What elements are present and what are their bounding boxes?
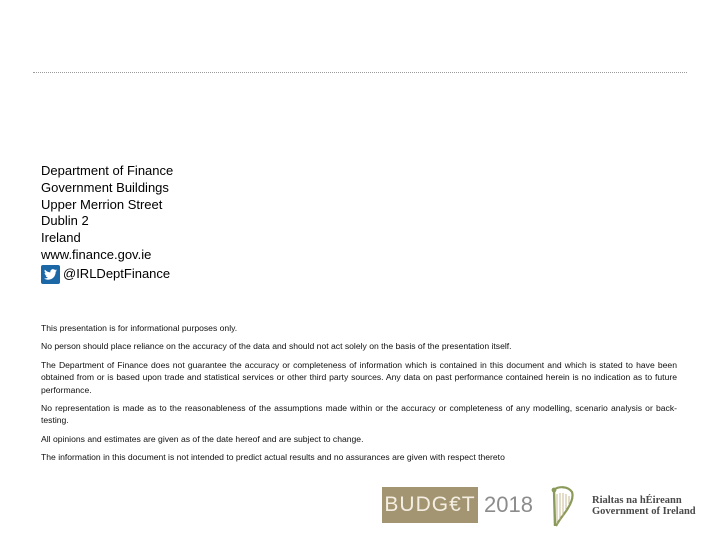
disclaimer-paragraph: No person should place reliance on the accuracy of the data and should not act solely on the basis of the presentation itself. — [41, 341, 512, 352]
disclaimer-paragraph: All opinions and estimates are given as of the date hereof and are subject to change. — [41, 433, 364, 444]
contact-address — [41, 163, 173, 284]
gov-name-english: Government of Ireland — [592, 506, 696, 517]
disclaimer-paragraph: This presentation is for informational purposes only. — [41, 323, 238, 333]
twitter-handle: @IRLDeptFinance — [63, 265, 171, 281]
address-line: Ireland — [41, 230, 81, 246]
website-link[interactable]: www.finance.gov.ie — [41, 246, 152, 262]
twitter-bird-icon — [41, 265, 60, 284]
address-line: Government Buildings — [41, 179, 169, 195]
budget-logo: BUDG€T — [382, 487, 478, 523]
top-divider — [33, 72, 687, 73]
disclaimer-paragraph: The Department of Finance does not guarantee the accuracy or completeness of information which is contained in this document and which is stated to have been obtained from or is based upon trade and statistical services or other third party sources. Any data on past performance contained herein is no indication as to future performance. — [41, 359, 677, 395]
government-name — [592, 495, 696, 517]
disclaimer-section — [41, 322, 677, 470]
address-line: Upper Merrion Street — [41, 196, 163, 212]
disclaimer-paragraph: The information in this document is not intended to predict actual results and no assurances are given with respect thereto — [41, 452, 505, 463]
budget-year: 2018 — [484, 492, 533, 517]
twitter-contact[interactable] — [41, 265, 173, 284]
address-line: Department of Finance — [41, 163, 174, 178]
gov-name-irish: Rialtas na hÉireann — [592, 495, 682, 506]
disclaimer-paragraph: No representation is made as to the reasonableness of the assumptions made within or the accuracy or completeness of any modelling, scenario analysis or back-testing. — [41, 403, 677, 426]
address-line: Dublin 2 — [41, 213, 89, 229]
harp-emblem-icon — [548, 484, 578, 528]
footer-logos — [0, 484, 720, 540]
